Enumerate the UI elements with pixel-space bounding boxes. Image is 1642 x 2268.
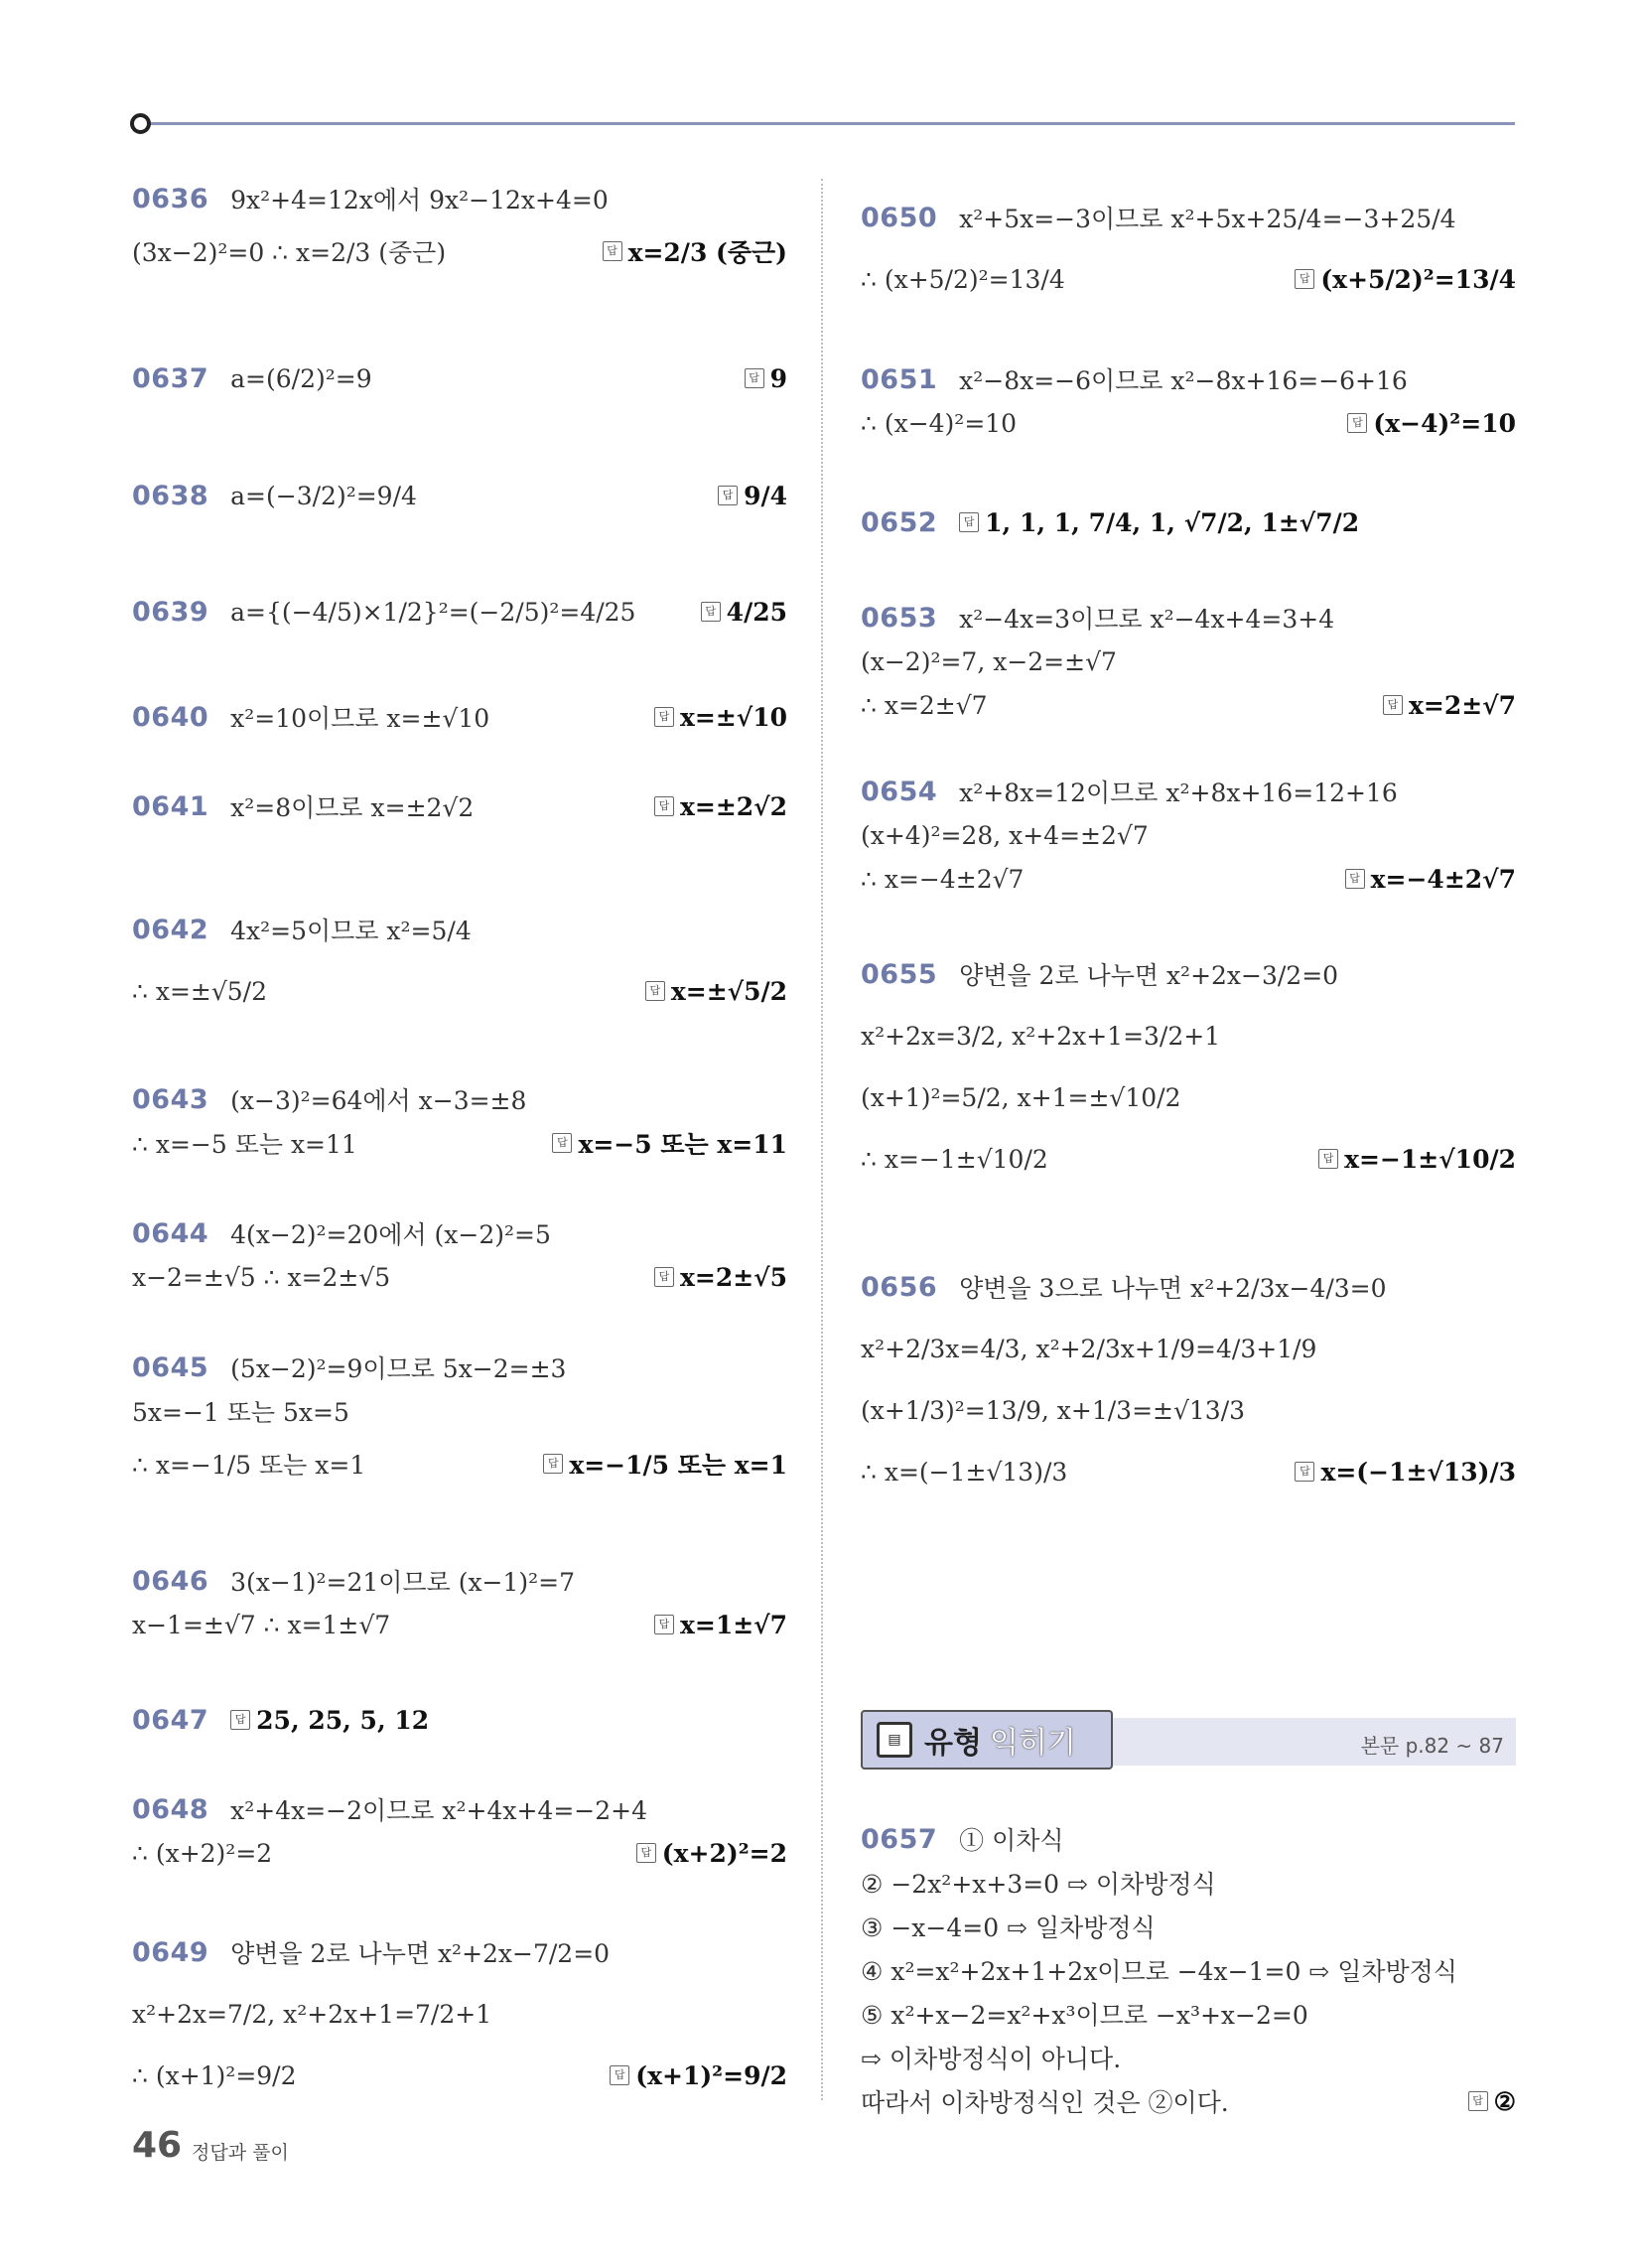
solution-line <box>861 1128 1516 1190</box>
answer-icon: 답 <box>745 368 764 388</box>
solution-line <box>861 1379 1516 1441</box>
solution-text: x²=8이므로 x=±2√2 <box>230 793 475 822</box>
solution-line <box>132 177 787 220</box>
solution-text: ② −2x²+x+3=0 ⇨ 이차방정식 <box>861 1870 1216 1899</box>
answer-text: x=±√10 <box>679 702 787 732</box>
solution-text: x²−4x=3이므로 x²−4x+4=3+4 <box>959 605 1335 634</box>
solution-line <box>132 899 787 960</box>
answer-icon: 답 <box>654 707 674 727</box>
problem-number: 0636 <box>132 183 209 214</box>
solution-text: ∴ (x+5/2)²=13/4 <box>861 264 1065 294</box>
solution-line <box>861 1905 1516 1948</box>
answer <box>654 1611 787 1639</box>
answer-icon: 답 <box>1295 1462 1314 1482</box>
solution-line <box>861 1948 1516 1992</box>
answer <box>718 482 787 510</box>
solution-text: x²+2x=3/2, x²+2x+1=3/2+1 <box>861 1021 1221 1051</box>
page-section-label: 정답과 풀이 <box>192 2142 289 2164</box>
problem-0648 <box>132 1787 787 1875</box>
problem-number: 0648 <box>132 1793 209 1825</box>
solution-text: ⇨ 이차방정식이 아니다. <box>861 2045 1122 2073</box>
problem-number: 0654 <box>861 776 938 807</box>
solution-text: 25, 25, 5, 12 <box>256 1705 430 1735</box>
answer-icon: 답 <box>543 1454 563 1474</box>
problem-0653 <box>861 596 1516 727</box>
problem-number: 0641 <box>132 790 209 822</box>
problem-0644 <box>132 1211 787 1299</box>
solution-line <box>132 1121 787 1165</box>
solution-text: x²+2/3x=4/3, x²+2/3x+1/9=4/3+1/9 <box>861 1334 1317 1363</box>
solution-line <box>132 1559 787 1603</box>
solution-line <box>861 943 1516 1005</box>
solution-text: x²+8x=12이므로 x²+8x+16=12+16 <box>959 779 1398 807</box>
problem-0643 <box>132 1077 787 1165</box>
column-divider <box>821 179 823 2100</box>
page-number: 46 <box>132 2125 183 2166</box>
solution-text: (3x−2)²=0 ∴ x=2/3 (중근) <box>132 238 447 267</box>
solution-text: (5x−2)²=9이므로 5x−2=±3 <box>230 1354 567 1383</box>
problem-0638 <box>132 465 787 526</box>
answer <box>552 1125 787 1161</box>
solution-text: (x+4)²=28, x+4=±2√7 <box>861 820 1149 850</box>
answer-text: (x−4)²=10 <box>1373 408 1516 438</box>
solution-line <box>861 857 1516 901</box>
solution-text: a=(−3/2)²=9/4 <box>230 481 417 510</box>
solution-line <box>861 1318 1516 1379</box>
answer-icon: 답 <box>1383 695 1403 715</box>
solution-text: ∴ x=−1±√10/2 <box>861 1144 1048 1174</box>
problem-number: 0651 <box>861 363 938 395</box>
solution-line <box>861 1861 1516 1905</box>
solution-text: 9x²+4=12x에서 9x²−12x+4=0 <box>230 186 609 214</box>
solution-text: (x+1/3)²=13/9, x+1/3=±√13/3 <box>861 1395 1246 1425</box>
problem-0654 <box>861 770 1516 901</box>
answer-icon: 답 <box>1347 413 1367 433</box>
answer-text: x=−5 또는 x=11 <box>578 1130 787 1159</box>
answer-text: (x+2)²=2 <box>661 1838 787 1868</box>
answer-icon: 답 <box>654 1615 674 1634</box>
solution-text: 4(x−2)²=20에서 (x−2)²=5 <box>230 1220 551 1249</box>
solution-line <box>132 1831 787 1875</box>
solution-text: a=(6/2)²=9 <box>230 363 372 393</box>
solution-line <box>132 1346 787 1389</box>
answer-icon: 답 <box>636 1843 656 1863</box>
solution-text: x²=10이므로 x=±√10 <box>230 704 490 733</box>
solution-line <box>132 784 787 828</box>
solution-text: 따라서 이차방정식인 것은 ②이다. <box>861 2088 1229 2117</box>
solution-line <box>132 1255 787 1299</box>
answer-text: 9 <box>769 363 787 393</box>
solution-line <box>861 401 1516 445</box>
problem-number: 0646 <box>132 1565 209 1597</box>
solution-line <box>132 1433 787 1494</box>
problem-number: 0650 <box>861 202 938 233</box>
solution-text: a={(−4/5)×1/2}²=(−2/5)²=4/25 <box>230 597 636 627</box>
problem-0641 <box>132 784 787 828</box>
problem-number: 0645 <box>132 1351 209 1383</box>
answer-text: x=−4±2√7 <box>1370 864 1516 894</box>
solution-text: x²+4x=−2이므로 x²+4x+4=−2+4 <box>230 1796 648 1825</box>
solution-text: (x−2)²=7, x−2=±√7 <box>861 646 1117 676</box>
answer-text: x=2±√5 <box>679 1262 787 1292</box>
solution-text: ∴ (x−4)²=10 <box>861 408 1018 438</box>
solution-text: 1, 1, 1, 7/4, 1, √7/2, 1±√7/2 <box>985 507 1360 537</box>
problem-number: 0647 <box>132 1704 209 1736</box>
solution-line <box>132 1698 787 1742</box>
answer <box>645 977 787 1006</box>
problem-number: 0637 <box>132 362 209 394</box>
answer-text: ② <box>1493 2086 1516 2116</box>
solution-line <box>132 1211 787 1255</box>
answer-icon: 답 <box>654 1267 674 1287</box>
problem-number: 0652 <box>861 506 938 538</box>
answer-text: 4/25 <box>726 597 787 627</box>
solution-line <box>861 1066 1516 1128</box>
solution-text: ∴ x=−4±2√7 <box>861 864 1025 894</box>
answer-icon: 답 <box>1345 869 1365 889</box>
answer <box>1345 865 1516 894</box>
problem-0649 <box>132 1921 787 2106</box>
problem-0647 <box>132 1698 787 1742</box>
solution-line <box>861 2036 1516 2079</box>
header-rule <box>141 122 1515 125</box>
problem-0636 <box>132 177 787 282</box>
answer-icon: 답 <box>718 486 738 505</box>
problem-number: 0643 <box>132 1083 209 1115</box>
solution-text: 양변을 2로 나누면 x²+2x−3/2=0 <box>959 961 1339 990</box>
solution-line <box>861 248 1516 310</box>
answer-text: x=−1/5 또는 x=1 <box>569 1451 787 1480</box>
solution-text: x−2=±√5 ∴ x=2±√5 <box>132 1262 391 1292</box>
problem-number: 0656 <box>861 1271 938 1303</box>
problem-0646 <box>132 1559 787 1646</box>
solution-text: 4x²=5이므로 x²=5/4 <box>230 917 472 945</box>
answer-icon: 답 <box>1318 1149 1338 1169</box>
notebook-icon: ▤ <box>877 1722 912 1758</box>
answer-text: x=−1±√10/2 <box>1344 1144 1516 1174</box>
solution-line <box>132 960 787 1022</box>
solution-text: 양변을 2로 나누면 x²+2x−7/2=0 <box>230 1939 611 1968</box>
answer <box>654 703 787 732</box>
answer <box>1295 1458 1516 1487</box>
solution-text: x−1=±√7 ∴ x=1±√7 <box>132 1610 391 1639</box>
problem-0637 <box>132 348 787 409</box>
solution-text: ∴ (x+1)²=9/2 <box>132 2060 297 2090</box>
solution-text: ∴ x=±√5/2 <box>132 976 268 1006</box>
banner-title: 유형 <box>924 1726 982 1761</box>
solution-text: ∴ (x+2)²=2 <box>132 1838 273 1868</box>
solution-line <box>132 1389 787 1433</box>
answer-text: x=2±√7 <box>1408 690 1516 720</box>
section-banner <box>861 1710 1516 1772</box>
solution-line <box>861 683 1516 727</box>
solution-line <box>132 1921 787 1983</box>
problem-0652 <box>861 492 1516 553</box>
answer-icon: 답 <box>1295 269 1314 289</box>
solution-text: ① 이차식 <box>959 1826 1064 1855</box>
solution-text: (x+1)²=5/2, x+1=±√10/2 <box>861 1082 1181 1112</box>
solution-text: 5x=−1 또는 5x=5 <box>132 1398 349 1427</box>
problem-number: 0655 <box>861 958 938 990</box>
problem-number: 0638 <box>132 480 209 511</box>
answer <box>1468 2087 1516 2116</box>
solution-line <box>861 1441 1516 1502</box>
problem-number: 0642 <box>132 914 209 945</box>
solution-line <box>132 1077 787 1121</box>
solution-text: x²−8x=−6이므로 x²−8x+16=−6+16 <box>959 366 1408 395</box>
problem-0651 <box>861 357 1516 445</box>
solution-line <box>132 465 787 526</box>
solution-line <box>132 1603 787 1646</box>
answer <box>610 2061 787 2090</box>
problem-number: 0644 <box>132 1217 209 1249</box>
solution-text: 3(x−1)²=21이므로 (x−1)²=7 <box>230 1568 576 1597</box>
banner-subtitle: 익히기 <box>989 1726 1076 1761</box>
answer-icon: 답 <box>230 1710 250 1730</box>
solution-line <box>861 1256 1516 1318</box>
problem-0657 <box>861 1817 1516 2123</box>
answer <box>701 598 787 627</box>
solution-line <box>861 1005 1516 1066</box>
solution-text: 양변을 3으로 나누면 x²+2/3x−4/3=0 <box>959 1274 1387 1303</box>
solution-line <box>132 2045 787 2106</box>
solution-line <box>132 348 787 409</box>
problem-number: 0639 <box>132 596 209 628</box>
solution-line <box>132 695 787 739</box>
solution-text: x²+2x=7/2, x²+2x+1=7/2+1 <box>132 1999 492 2029</box>
problem-0656 <box>861 1256 1516 1502</box>
solution-line <box>861 2079 1516 2123</box>
solution-text: ∴ x=(−1±√13)/3 <box>861 1457 1068 1487</box>
solution-line <box>861 639 1516 683</box>
solution-line <box>132 581 787 642</box>
solution-text: ③ −x−4=0 ⇨ 일차방정식 <box>861 1914 1156 1942</box>
answer <box>603 233 787 269</box>
answer-icon: 답 <box>552 1133 572 1153</box>
solution-line <box>861 492 1516 553</box>
solution-text: ∴ x=−5 또는 x=11 <box>132 1130 357 1159</box>
answer-icon: 답 <box>701 602 721 622</box>
answer <box>1347 409 1516 438</box>
solution-line <box>861 1992 1516 2036</box>
solution-line <box>861 813 1516 857</box>
answer <box>745 364 787 393</box>
problem-number: 0657 <box>861 1823 938 1855</box>
answer-text: x=2/3 (중근) <box>627 238 787 267</box>
answer-text: x=±2√2 <box>679 791 787 821</box>
problem-0639 <box>132 581 787 642</box>
solution-line <box>861 357 1516 401</box>
answer <box>1295 265 1516 294</box>
problem-0645 <box>132 1346 787 1494</box>
answer-text: (x+1)²=9/2 <box>635 2060 787 2090</box>
answer <box>1318 1145 1516 1174</box>
answer-icon: 답 <box>959 512 979 532</box>
banner-page-ref: 본문 p.82 ~ 87 <box>1360 1734 1504 1758</box>
answer-icon: 답 <box>610 2065 629 2085</box>
problem-number: 0649 <box>132 1936 209 1968</box>
problem-number: 0653 <box>861 602 938 634</box>
solution-line <box>861 1817 1516 1861</box>
problem-0642 <box>132 899 787 1022</box>
problem-0640 <box>132 695 787 739</box>
answer-text: (x+5/2)²=13/4 <box>1320 264 1516 294</box>
answer-icon: 답 <box>645 981 665 1001</box>
answer <box>654 1263 787 1292</box>
solution-line <box>132 1787 787 1831</box>
answer <box>1383 691 1516 720</box>
solution-text: ⑤ x²+x−2=x²+x³이므로 −x³+x−2=0 <box>861 2001 1308 2030</box>
problem-number: 0640 <box>132 701 209 733</box>
header-dot <box>130 113 151 134</box>
solution-text: ∴ x=−1/5 또는 x=1 <box>132 1451 366 1480</box>
solution-text: (x−3)²=64에서 x−3=±8 <box>230 1086 527 1115</box>
answer-text: 9/4 <box>744 481 787 510</box>
banner-tab <box>861 1710 1113 1770</box>
problem-0655 <box>861 943 1516 1190</box>
solution-line <box>861 770 1516 813</box>
solution-line <box>132 1983 787 2045</box>
solution-line <box>861 187 1516 248</box>
answer-text: x=1±√7 <box>679 1610 787 1639</box>
answer-icon: 답 <box>654 796 674 816</box>
answer-icon: 답 <box>603 241 622 261</box>
problem-0650 <box>861 187 1516 310</box>
answer-icon: 답 <box>1468 2091 1488 2111</box>
solution-text: ∴ x=2±√7 <box>861 690 988 720</box>
solution-text: x²+5x=−3이므로 x²+5x+25/4=−3+25/4 <box>959 205 1456 233</box>
answer <box>636 1839 787 1868</box>
answer-text: x=(−1±√13)/3 <box>1320 1457 1516 1487</box>
answer <box>543 1446 787 1482</box>
solution-text: ④ x²=x²+2x+1+2x이므로 −4x−1=0 ⇨ 일차방정식 <box>861 1957 1457 1986</box>
answer-text: x=±√5/2 <box>670 976 787 1006</box>
solution-line <box>861 596 1516 639</box>
solution-line <box>132 220 787 282</box>
answer <box>654 792 787 821</box>
